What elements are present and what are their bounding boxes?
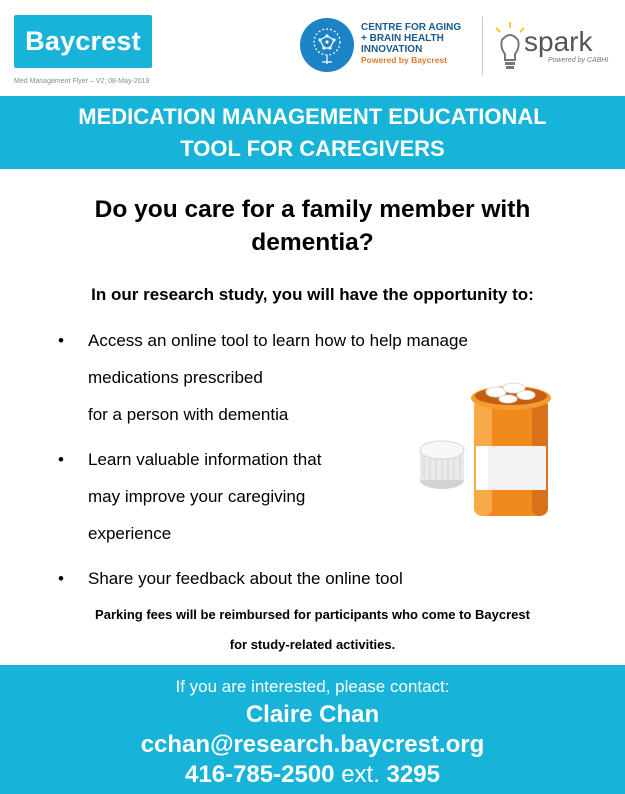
cabhi-logo-text: [361, 22, 461, 66]
title-banner: [0, 96, 625, 169]
bullet-text: Share your feedback about the online tool: [88, 569, 403, 588]
question-line-1: Do you care for a family member with: [94, 196, 531, 223]
phone-number: 416-785-2500: [185, 761, 335, 788]
bullet-text: experience: [88, 524, 172, 543]
study-lead-text: In our research study, you will have the opportunity to:: [91, 285, 534, 304]
parking-note: [0, 600, 625, 660]
title-line-2: TOOL FOR CAREGIVERS: [180, 135, 445, 161]
flyer-version-note: Med Management Flyer – V2; 08-May-2019: [14, 78, 150, 85]
baycrest-logo: [14, 15, 152, 68]
list-item: [58, 560, 578, 597]
phone-ext-label: ext.: [341, 761, 380, 788]
bullet-marker: •: [58, 569, 64, 588]
contact-banner: [0, 665, 625, 794]
parking-line-2: for study-related activities.: [229, 637, 396, 652]
contact-intro: If you are interested, please contact:: [175, 677, 450, 696]
phone-extension: 3295: [386, 761, 440, 788]
cabhi-line-1: CENTRE FOR AGING: [361, 22, 462, 33]
spark-powered-by: Powered by CABHI: [548, 57, 609, 64]
question-line-2: dementia?: [251, 229, 374, 256]
cabhi-line-3: INNOVATION: [361, 44, 423, 55]
cabhi-line-2: + BRAIN HEALTH: [361, 33, 444, 44]
cabhi-powered-by: Powered by Baycrest: [361, 55, 447, 65]
spark-logo-text: spark: [524, 26, 593, 57]
contact-email-link[interactable]: cchan@research.baycrest.org: [140, 731, 485, 758]
headline-question: [0, 193, 625, 259]
bullet-text: Access an online tool to learn how to help manage: [88, 331, 468, 350]
bullet-text: medications prescribed: [88, 368, 263, 387]
logo-divider: [482, 17, 483, 75]
contact-name: Claire Chan: [245, 701, 380, 728]
contact-phone[interactable]: [0, 761, 625, 789]
bullet-marker: •: [58, 331, 64, 350]
pill-bottle-icon: [412, 368, 577, 528]
brain-logo-icon: [300, 18, 354, 72]
baycrest-logo-text: Baycrest: [25, 26, 141, 56]
bullet-marker: •: [58, 450, 64, 469]
title-line-1: MEDICATION MANAGEMENT EDUCATIONAL: [78, 103, 547, 129]
parking-line-1: Parking fees will be reimbursed for participants who come to Baycrest: [95, 607, 530, 622]
bullet-text: Learn valuable information that: [88, 450, 322, 469]
bullet-text: may improve your caregiving: [88, 487, 306, 506]
bullet-text: for a person with dementia: [88, 405, 289, 424]
